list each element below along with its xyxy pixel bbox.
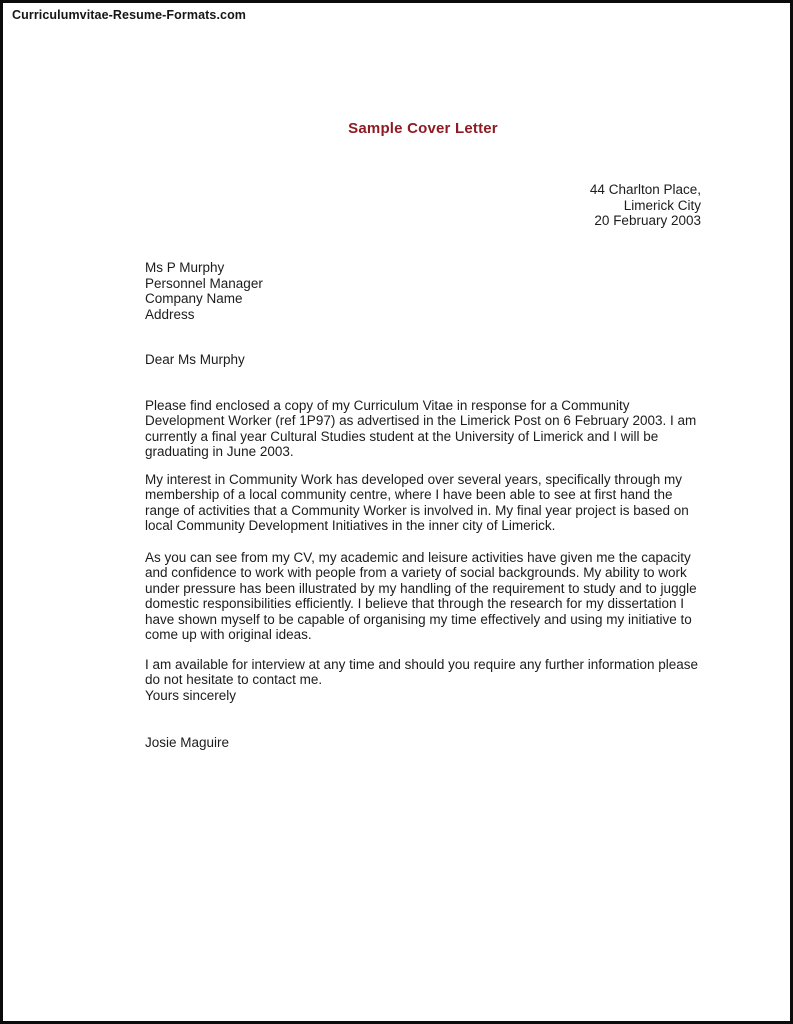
sender-address-block (145, 182, 701, 229)
closing-line: Yours sincerely (145, 688, 237, 703)
site-watermark: Curriculumvitae-Resume-Formats.com (12, 8, 247, 22)
letter-paragraph: I am available for interview at any time and should you require any further information please do not hesitate to contact me. (145, 656, 699, 687)
letter-title: Sample Cover Letter (348, 120, 498, 137)
salutation: Dear Ms Murphy (145, 352, 245, 367)
letter-paragraph: Please find enclosed a copy of my Curriculum Vitae in response for a Community Development Worker (ref 1P97) as advertised in the Limerick Post on 6 February 2003. I am currently a final year Cultural Studies student at the University of Limerick and I will be graduating in June 2003. (145, 397, 697, 459)
sender-street: 44 Charlton Place, (589, 182, 701, 197)
recipient-company: Company Name (145, 291, 243, 306)
sender-city: Limerick City (623, 197, 701, 213)
signature-name: Josie Maguire (145, 735, 230, 750)
letter-paragraph: As you can see from my CV, my academic and leisure activities have given me the capacity and confidence to work with people from a variety of social backgrounds. My ability to work under pressure has been illustrated by my handling of the requirement to study and to juggle domestic responsibilities efficiently. I believe that through the research for my dissertation I have shown myself to be capable of organising my time effectively and using my initiative to come up with original ideas. (145, 549, 697, 642)
recipient-name: Ms P Murphy (145, 260, 225, 275)
recipient-job-title: Personnel Manager (145, 275, 263, 291)
letter-paragraph: My interest in Community Work has developed over several years, specifically through my membership of a local community centre, where I have been able to see at first hand the range of activities that a Community Worker is involved in. My final year project is based on local Community Development Initiatives in the inner city of Limerick. (145, 471, 689, 533)
recipient-address-block (145, 260, 701, 322)
recipient-address: Address (145, 306, 195, 322)
letter-date: 20 February 2003 (594, 213, 701, 228)
